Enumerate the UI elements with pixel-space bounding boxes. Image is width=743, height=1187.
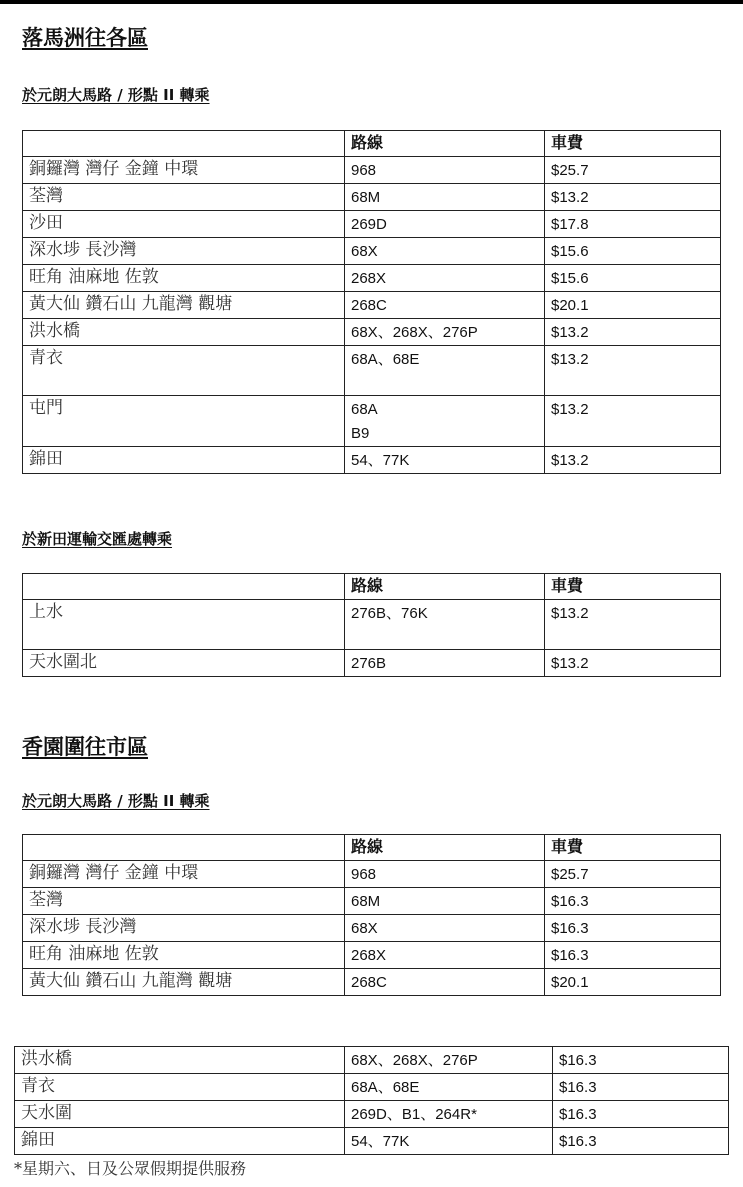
fare-cell: $13.2	[545, 346, 721, 396]
table-row	[23, 238, 721, 265]
table-header-row	[23, 835, 721, 861]
route-cell: 268X	[345, 942, 545, 969]
header-destination	[23, 835, 345, 861]
header-fare: 車費	[545, 835, 721, 861]
destination-cell: 銅鑼灣 灣仔 金鐘 中環	[23, 861, 345, 888]
route-cell: 54、77K	[345, 1128, 553, 1155]
destination-cell: 黃大仙 鑽石山 九龍灣 觀塘	[23, 292, 345, 319]
table-row	[15, 1101, 729, 1128]
table-row	[23, 969, 721, 996]
table-row	[23, 650, 721, 677]
route-cell: 68X	[345, 915, 545, 942]
destination-cell: 深水埗 長沙灣	[23, 915, 345, 942]
route-cell: 68X、268X、276P	[345, 319, 545, 346]
table-row	[15, 1047, 729, 1074]
destination-cell: 旺角 油麻地 佐敦	[23, 265, 345, 292]
destination-cell: 上水	[23, 600, 345, 650]
route-cell: 269D	[345, 211, 545, 238]
header-fare: 車費	[545, 574, 721, 600]
subsection-title-yuen-long: 於元朗大馬路 / 形點 II 轉乘	[22, 792, 210, 810]
destination-cell: 錦田	[23, 447, 345, 474]
route-cell: 968	[345, 861, 545, 888]
table-row	[23, 396, 721, 447]
route-cell: 276B、76K	[345, 600, 545, 650]
subsection-title-yuen-long: 於元朗大馬路 / 形點 II 轉乘	[22, 86, 210, 104]
fare-cell: $16.3	[553, 1047, 729, 1074]
fare-cell: $13.2	[545, 600, 721, 650]
fare-cell: $13.2	[545, 447, 721, 474]
top-border	[0, 0, 743, 4]
table-row	[23, 211, 721, 238]
destination-cell: 屯門	[23, 396, 345, 447]
header-route: 路線	[345, 131, 545, 157]
destination-cell: 黃大仙 鑽石山 九龍灣 觀塘	[23, 969, 345, 996]
fare-cell: $16.3	[553, 1101, 729, 1128]
destination-cell: 青衣	[23, 346, 345, 396]
header-destination	[23, 574, 345, 600]
fare-cell: $16.3	[545, 915, 721, 942]
destination-cell: 錦田	[15, 1128, 345, 1155]
route-cell: 269D、B1、264R*	[345, 1101, 553, 1128]
header-route: 路線	[345, 574, 545, 600]
table-row	[15, 1128, 729, 1155]
fare-table-lmc-san-tin	[22, 573, 721, 677]
table-row	[23, 888, 721, 915]
fare-cell: $15.6	[545, 265, 721, 292]
table-header-row	[23, 131, 721, 157]
destination-cell: 天水圍北	[23, 650, 345, 677]
fare-cell: $25.7	[545, 861, 721, 888]
route-cell: 968	[345, 157, 545, 184]
route-cell: 68M	[345, 888, 545, 915]
table-row	[23, 184, 721, 211]
table-row	[23, 942, 721, 969]
fare-cell: $15.6	[545, 238, 721, 265]
destination-cell: 銅鑼灣 灣仔 金鐘 中環	[23, 157, 345, 184]
table-row	[23, 319, 721, 346]
fare-cell: $17.8	[545, 211, 721, 238]
route-cell: 268C	[345, 969, 545, 996]
table-header-row	[23, 574, 721, 600]
fare-cell: $16.3	[545, 942, 721, 969]
table-row	[23, 157, 721, 184]
destination-cell: 旺角 油麻地 佐敦	[23, 942, 345, 969]
route-line: 68A	[351, 401, 378, 418]
fare-cell: $25.7	[545, 157, 721, 184]
destination-cell: 洪水橋	[23, 319, 345, 346]
route-cell	[345, 396, 545, 447]
route-cell: 68A、68E	[345, 346, 545, 396]
destination-cell: 洪水橋	[15, 1047, 345, 1074]
destination-cell: 沙田	[23, 211, 345, 238]
route-cell: 268X	[345, 265, 545, 292]
destination-cell: 青衣	[15, 1074, 345, 1101]
fare-table-hyw-yuen-long	[22, 834, 721, 996]
table-row	[23, 265, 721, 292]
table-row	[23, 447, 721, 474]
fare-cell: $16.3	[553, 1074, 729, 1101]
header-fare: 車費	[545, 131, 721, 157]
section-title-heung-yuen-wai: 香園圍往市區	[22, 735, 148, 759]
table-row	[23, 861, 721, 888]
header-destination	[23, 131, 345, 157]
table-row	[23, 915, 721, 942]
fare-cell: $13.2	[545, 319, 721, 346]
table-row	[23, 292, 721, 319]
fare-cell: $13.2	[545, 650, 721, 677]
fare-cell: $13.2	[545, 184, 721, 211]
fare-table-lmc-yuen-long	[22, 130, 721, 474]
fare-cell: $16.3	[545, 888, 721, 915]
table-row	[23, 346, 721, 396]
fare-cell: $20.1	[545, 292, 721, 319]
route-cell: 68M	[345, 184, 545, 211]
route-cell: 68X、268X、276P	[345, 1047, 553, 1074]
table-row	[23, 600, 721, 650]
destination-cell: 荃灣	[23, 184, 345, 211]
footnote: *星期六、日及公眾假期提供服務	[14, 1159, 247, 1178]
route-cell: 68X	[345, 238, 545, 265]
subsection-title-san-tin: 於新田運輸交匯處轉乘	[22, 530, 173, 548]
fare-table-hyw-other	[14, 1046, 729, 1155]
header-route: 路線	[345, 835, 545, 861]
fare-cell: $20.1	[545, 969, 721, 996]
fare-cell: $16.3	[553, 1128, 729, 1155]
route-cell: 54、77K	[345, 447, 545, 474]
destination-cell: 深水埗 長沙灣	[23, 238, 345, 265]
destination-cell: 天水圍	[15, 1101, 345, 1128]
route-cell: 276B	[345, 650, 545, 677]
route-cell: 68A、68E	[345, 1074, 553, 1101]
destination-cell: 荃灣	[23, 888, 345, 915]
table-row	[15, 1074, 729, 1101]
section-title-lok-ma-chau: 落馬洲往各區	[22, 26, 148, 50]
route-line: B9	[351, 425, 370, 442]
route-cell: 268C	[345, 292, 545, 319]
fare-cell: $13.2	[545, 396, 721, 447]
